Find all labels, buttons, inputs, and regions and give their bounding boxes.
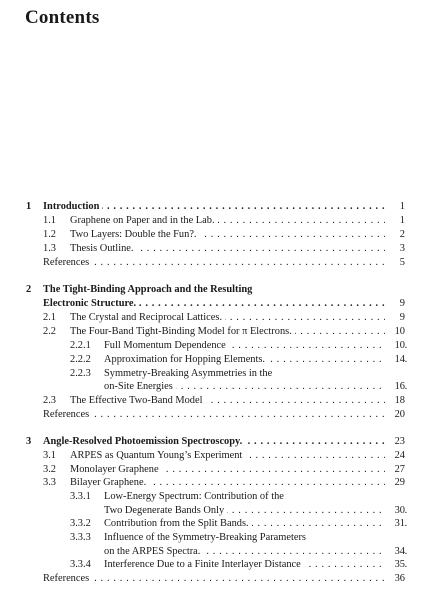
toc-number: 1 xyxy=(26,201,32,212)
toc-page: 9 xyxy=(385,311,405,324)
toc-page: 2 xyxy=(385,228,405,241)
toc-number: 2 xyxy=(26,284,32,295)
toc-page: 10 xyxy=(385,325,405,338)
toc-entry[interactable] xyxy=(0,449,429,462)
toc-page: 30 xyxy=(385,504,405,517)
toc-entry[interactable] xyxy=(0,256,429,269)
toc-number: 2.3 xyxy=(43,395,56,406)
toc-page: 18 xyxy=(385,394,405,407)
toc-entry[interactable] xyxy=(0,380,429,393)
toc-number: 3.1 xyxy=(43,450,56,461)
toc-page: 3 xyxy=(385,242,405,255)
toc-number: 1.2 xyxy=(43,229,56,240)
toc-entry[interactable] xyxy=(0,504,429,517)
toc-title: Bilayer Graphene. xyxy=(70,477,149,488)
toc-page: 10 xyxy=(385,339,405,352)
toc-number: 1.1 xyxy=(43,215,56,226)
toc-entry[interactable] xyxy=(0,367,429,380)
toc-page: 36 xyxy=(385,572,405,585)
toc-entry[interactable] xyxy=(0,394,429,407)
page-title: Contents xyxy=(25,7,100,28)
toc-title: References xyxy=(43,409,92,420)
toc-title: Monolayer Graphene xyxy=(70,464,162,475)
toc-title: Introduction xyxy=(43,201,102,212)
toc-title: Symmetry-Breaking Asymmetries in the xyxy=(104,368,275,379)
toc-entry[interactable] xyxy=(0,531,429,544)
toc-entry[interactable] xyxy=(0,214,429,227)
toc-page: 24 xyxy=(385,449,405,462)
toc-title: The Crystal and Reciprocal Lattices. xyxy=(70,312,225,323)
toc-title: Full Momentum Dependence xyxy=(104,340,229,351)
toc-page: 5 xyxy=(385,256,405,269)
toc-title: References xyxy=(43,257,92,268)
toc-title: Interference Due to a Finite Interlayer Distance xyxy=(104,559,304,570)
toc-number: 3.3 xyxy=(43,477,56,488)
toc-entry[interactable] xyxy=(0,242,429,255)
toc-title: The Tight-Binding Approach and the Resulting xyxy=(43,284,255,295)
toc-entry[interactable] xyxy=(0,311,429,324)
toc-number: 2.2.1 xyxy=(70,340,91,351)
toc-title: Thesis Outline. xyxy=(70,243,137,254)
toc-title: Electronic Structure. xyxy=(43,298,139,309)
toc-number: 3.3.2 xyxy=(70,518,91,529)
toc-number: 3 xyxy=(26,436,32,447)
toc-title: ARPES as Quantum Young’s Experiment xyxy=(70,450,245,461)
toc-page: 9 xyxy=(385,297,405,310)
toc-number: 2.1 xyxy=(43,312,56,323)
toc-title: References xyxy=(43,573,92,584)
toc-page: 34 xyxy=(385,545,405,558)
toc-entry[interactable] xyxy=(0,435,429,448)
toc-number: 2.2.2 xyxy=(70,354,91,365)
toc-entry[interactable] xyxy=(0,408,429,421)
toc-number: 2.2.3 xyxy=(70,368,91,379)
toc-title: The Four-Band Tight-Binding Model for π Electrons. xyxy=(70,326,295,337)
toc-title: The Effective Two-Band Model xyxy=(70,395,206,406)
toc-title: Two Layers: Double the Fun?. xyxy=(70,229,200,240)
toc-entry[interactable] xyxy=(0,353,429,366)
toc-entry[interactable] xyxy=(0,228,429,241)
toc-title: Low-Energy Spectrum: Contribution of the xyxy=(104,491,287,502)
toc-title: Two Degenerate Bands Only xyxy=(104,505,227,516)
toc-page: 16 xyxy=(385,380,405,393)
toc-page: 20 xyxy=(385,408,405,421)
toc-number: 1.3 xyxy=(43,243,56,254)
toc-page: 29 xyxy=(385,476,405,489)
toc-entry[interactable] xyxy=(0,297,429,310)
toc-entry[interactable] xyxy=(0,517,429,530)
toc-number: 3.3.4 xyxy=(70,559,91,570)
toc-page: 35 xyxy=(385,558,405,571)
toc-entry[interactable] xyxy=(0,325,429,338)
toc-number: 3.3.1 xyxy=(70,491,91,502)
toc-page: 23 xyxy=(385,435,405,448)
toc-title: Graphene on Paper and in the Lab. xyxy=(70,215,218,226)
toc-entry[interactable] xyxy=(0,545,429,558)
toc-title: Contribution from the Split Bands. xyxy=(104,518,252,529)
toc-number: 3.2 xyxy=(43,464,56,475)
toc-entry[interactable] xyxy=(0,200,429,213)
toc-entry[interactable] xyxy=(0,283,429,296)
toc-entry[interactable] xyxy=(0,558,429,571)
toc-entry[interactable] xyxy=(0,463,429,476)
toc-entry[interactable] xyxy=(0,572,429,585)
toc-page: 27 xyxy=(385,463,405,476)
toc-page: 1 xyxy=(385,214,405,227)
toc-title: on-Site Energies xyxy=(104,381,176,392)
toc-entry[interactable] xyxy=(0,476,429,489)
toc-number: 3.3.3 xyxy=(70,532,91,543)
toc-title: Influence of the Symmetry-Breaking Parameters xyxy=(104,532,309,543)
toc-entry[interactable] xyxy=(0,490,429,503)
toc-number: 2.2 xyxy=(43,326,56,337)
toc-page: 31 xyxy=(385,517,405,530)
toc-page: 14 xyxy=(385,353,405,366)
toc-entry[interactable] xyxy=(0,339,429,352)
toc-title: Angle-Resolved Photoemission Spectroscopy. xyxy=(43,436,245,447)
toc-title: on the ARPES Spectra. xyxy=(104,546,203,557)
toc-page: 1 xyxy=(385,200,405,213)
toc-title: Approximation for Hopping Elements. xyxy=(104,354,268,365)
